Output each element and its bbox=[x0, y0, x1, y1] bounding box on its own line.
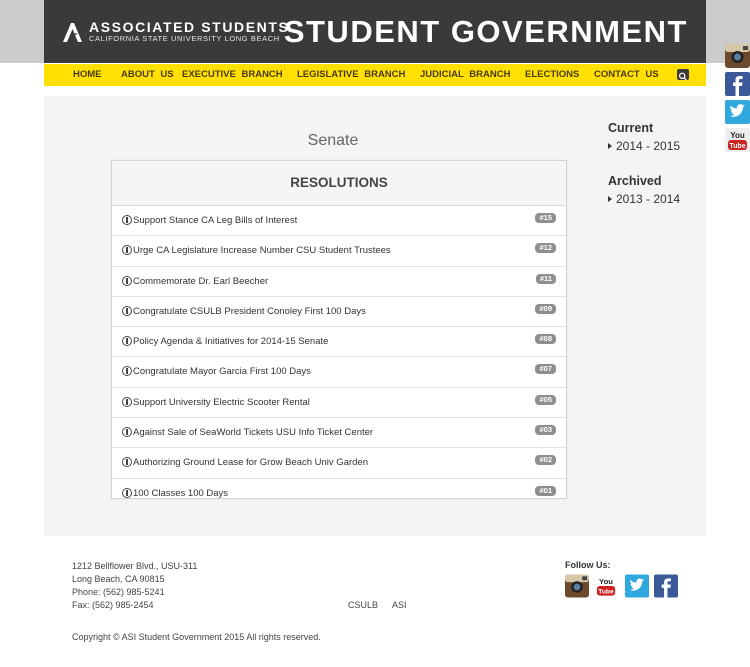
footer-copyright: Copyright © ASI Student Government 2015 All rights reserved. bbox=[72, 632, 321, 642]
current-year-label: 2014 - 2015 bbox=[616, 139, 681, 153]
facebook-side-button[interactable] bbox=[725, 72, 750, 96]
footer-address-line1: 1212 Bellflower Blvd., USU-311 bbox=[72, 561, 198, 571]
twitter-side-button[interactable] bbox=[725, 100, 750, 124]
resolution-label: Urge CA Legislature Increase Number CSU Student Trustees bbox=[133, 245, 391, 257]
arrow-circle-icon bbox=[122, 366, 132, 376]
resolution-label: Support Stance CA Leg Bills of Interest bbox=[133, 215, 298, 226]
resolution-number-badge: #11 bbox=[536, 274, 556, 284]
arrow-circle-icon bbox=[122, 488, 132, 498]
triangle-right-icon bbox=[608, 143, 612, 149]
youtube-you-text: You bbox=[730, 131, 745, 140]
resolution-row[interactable] bbox=[112, 327, 566, 357]
current-heading: Current bbox=[608, 121, 654, 135]
resolution-row[interactable] bbox=[112, 388, 566, 418]
resolution-row[interactable] bbox=[112, 357, 566, 387]
youtube-side-button[interactable] bbox=[725, 128, 750, 152]
nav-executive-branch[interactable]: EXECUTIVE BRANCH bbox=[182, 69, 283, 80]
resolution-row[interactable] bbox=[112, 479, 566, 508]
arrow-circle-icon bbox=[122, 245, 132, 255]
footer-phone: Phone: (562) 985-5241 bbox=[72, 587, 165, 597]
youtube-icon bbox=[594, 574, 618, 598]
resolution-label: Congratulate CSULB President Conoley First 100 Days bbox=[133, 305, 366, 317]
nav-judicial-branch[interactable]: JUDICIAL BRANCH bbox=[420, 69, 511, 80]
resolution-number-badge: #15 bbox=[535, 213, 556, 223]
youtube-tube-text: Tube bbox=[598, 588, 614, 596]
resolution-number-badge: #07 bbox=[535, 364, 556, 374]
current-year-link[interactable] bbox=[608, 139, 680, 153]
logo-subtitle: CALIFORNIA STATE UNIVERSITY LONG BEACH bbox=[89, 34, 280, 43]
resolution-number-badge: #09 bbox=[535, 304, 556, 314]
arrow-circle-icon bbox=[122, 306, 132, 316]
youtube-footer-button[interactable] bbox=[594, 574, 618, 598]
resolution-row[interactable] bbox=[112, 297, 566, 327]
nav-home[interactable]: HOME bbox=[73, 69, 102, 80]
resolution-label: Authorizing Ground Lease for Grow Beach Univ Garden bbox=[133, 457, 368, 469]
resolution-number-badge: #02 bbox=[535, 455, 556, 465]
search-button[interactable] bbox=[677, 69, 689, 80]
resolution-row[interactable] bbox=[112, 236, 566, 266]
facebook-icon bbox=[725, 72, 750, 96]
follow-us-label: Follow Us: bbox=[565, 560, 611, 570]
resolution-label: Against Sale of SeaWorld Tickets USU Info Ticket Center bbox=[133, 427, 374, 439]
resolution-number-badge: #03 bbox=[535, 425, 556, 435]
triangle-right-icon bbox=[608, 196, 612, 202]
archived-year-label: 2013 - 2014 bbox=[616, 192, 681, 206]
nav-legislative-branch[interactable]: LEGISLATIVE BRANCH bbox=[297, 69, 406, 80]
resolution-label: Support University Electric Scooter Rental bbox=[133, 396, 310, 408]
main-nav bbox=[44, 64, 706, 86]
youtube-you-text: You bbox=[599, 577, 613, 587]
arrow-circle-icon bbox=[122, 336, 132, 346]
twitter-footer-button[interactable] bbox=[625, 574, 649, 598]
resolutions-panel bbox=[111, 160, 567, 499]
footer-link-csulb[interactable]: CSULB bbox=[348, 600, 379, 610]
resolution-row[interactable] bbox=[112, 448, 566, 478]
resolution-label: Commemorate Dr. Earl Beecher bbox=[133, 275, 269, 287]
instagram-icon bbox=[565, 574, 589, 598]
instagram-footer-button[interactable] bbox=[565, 574, 589, 598]
asi-logo-icon bbox=[62, 20, 84, 44]
nav-elections[interactable]: ELECTIONS bbox=[525, 69, 580, 80]
site-header bbox=[44, 0, 706, 63]
arrow-circle-icon bbox=[122, 276, 132, 286]
instagram-icon bbox=[725, 44, 750, 68]
resolutions-heading: RESOLUTIONS bbox=[112, 161, 566, 206]
youtube-icon bbox=[725, 128, 750, 152]
facebook-footer-button[interactable] bbox=[654, 574, 678, 598]
resolution-label: Policy Agenda & Initiatives for 2014-15 Senate bbox=[133, 336, 329, 348]
arrow-circle-icon bbox=[122, 397, 132, 407]
arrow-circle-icon bbox=[122, 457, 132, 467]
asi-logo[interactable] bbox=[62, 20, 290, 44]
search-icon bbox=[677, 71, 689, 82]
archived-year-link[interactable] bbox=[608, 192, 680, 206]
resolution-number-badge: #01 bbox=[535, 486, 556, 496]
resolution-row[interactable] bbox=[112, 206, 566, 236]
footer-fax: Fax: (562) 985-2454 bbox=[72, 600, 154, 610]
logo-title: ASSOCIATED STUDENTS bbox=[89, 19, 290, 35]
archived-heading: Archived bbox=[608, 174, 662, 188]
resolution-number-badge: #05 bbox=[535, 395, 556, 405]
site-title: STUDENT GOVERNMENT bbox=[283, 14, 688, 49]
nav-contact-us[interactable]: CONTACT US bbox=[594, 69, 659, 80]
twitter-icon bbox=[725, 100, 750, 124]
youtube-tube-text: Tube bbox=[729, 143, 746, 150]
resolution-label: 100 Classes 100 Days bbox=[133, 487, 229, 499]
footer-address-line2: Long Beach, CA 90815 bbox=[72, 574, 165, 584]
arrow-circle-icon bbox=[122, 427, 132, 437]
nav-about-us[interactable]: ABOUT US bbox=[121, 69, 174, 80]
twitter-icon bbox=[625, 574, 649, 598]
resolution-row[interactable] bbox=[112, 267, 566, 297]
footer-link-asi[interactable]: ASI bbox=[392, 600, 407, 610]
resolution-row[interactable] bbox=[112, 418, 566, 448]
resolution-number-badge: #12 bbox=[535, 243, 556, 253]
arrow-circle-icon bbox=[122, 215, 132, 225]
page-title: Senate bbox=[307, 132, 359, 149]
resolution-number-badge: #08 bbox=[535, 334, 556, 344]
resolution-label: Congratulate Mayor Garcia First 100 Days bbox=[133, 366, 311, 378]
facebook-icon bbox=[654, 574, 678, 598]
instagram-side-button[interactable] bbox=[725, 44, 750, 68]
